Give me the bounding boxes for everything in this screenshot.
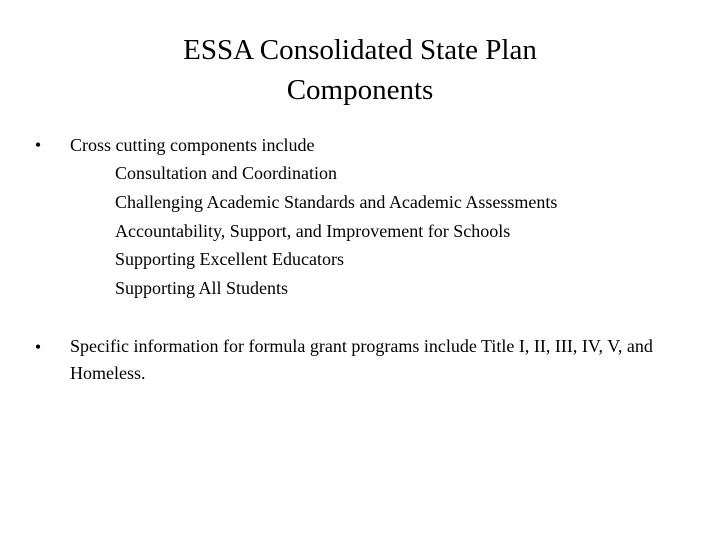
bullet-formula-grants xyxy=(28,333,698,387)
bullet-text: Specific information for formula grant programs include Title I, II, III, IV, V, and Homeless. xyxy=(70,336,653,383)
list-item: Challenging Academic Standards and Academic Assessments xyxy=(115,191,558,212)
list-item: Supporting Excellent Educators xyxy=(115,249,344,270)
bullet-dot-icon: • xyxy=(34,135,42,155)
list-item: Supporting All Students xyxy=(115,278,289,299)
slide-title-line-1: ESSA Consolidated State Plan xyxy=(183,34,537,66)
component-list xyxy=(28,159,698,303)
slide-title xyxy=(0,30,720,110)
list-item: Consultation and Coordination xyxy=(115,163,337,183)
list-item: Accountability, Support, and Improvement for Schools xyxy=(115,220,511,241)
bullet-cross-cutting xyxy=(28,131,698,303)
bullet-dot-icon: • xyxy=(34,337,42,357)
bullet-text: Cross cutting components include xyxy=(70,135,315,155)
slide-title-line-2: Components xyxy=(286,74,434,106)
